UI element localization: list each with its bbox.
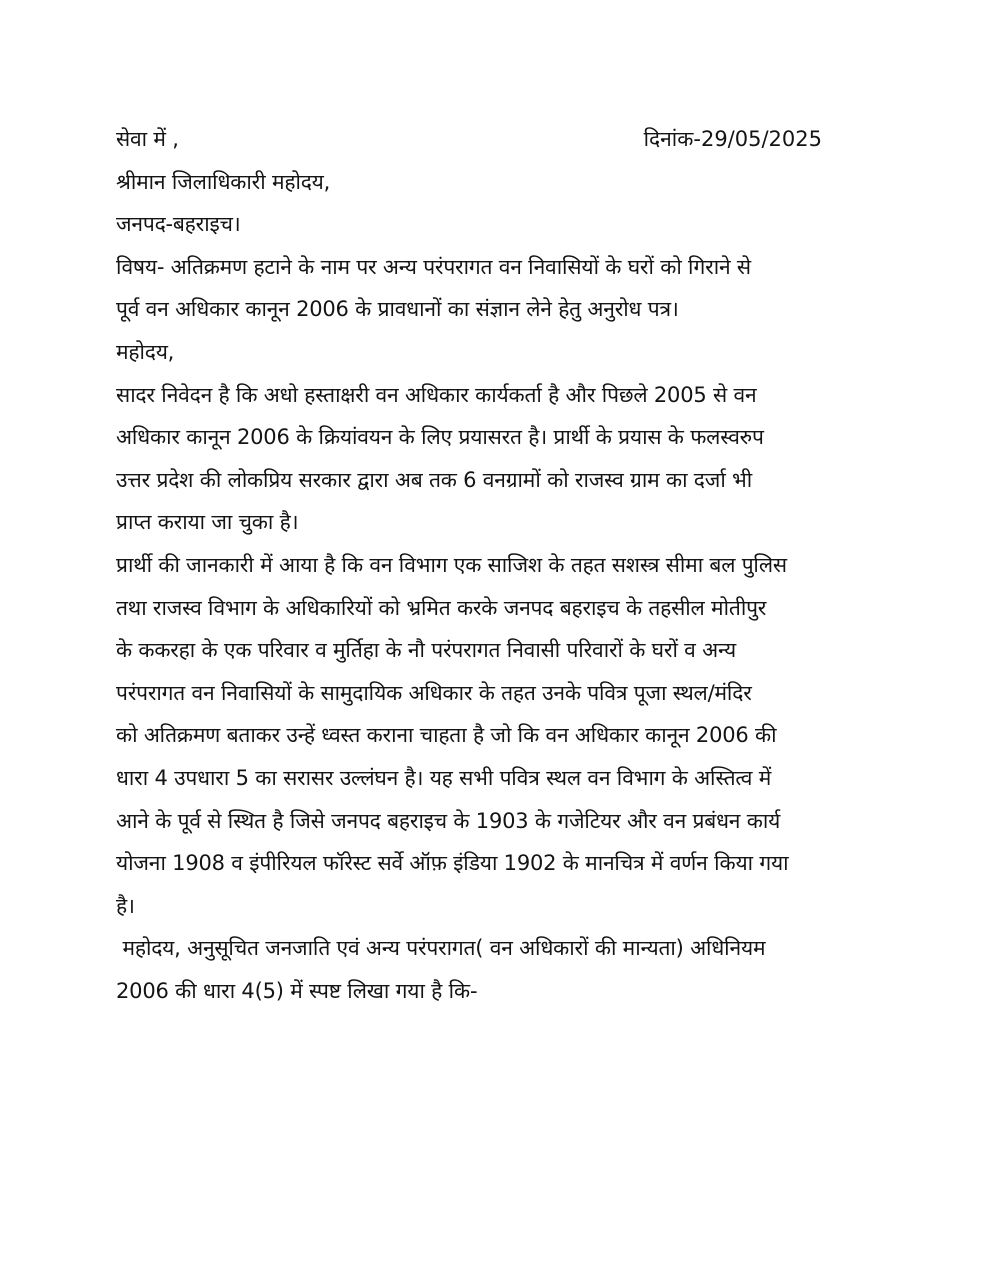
body-line: तथा राजस्व विभाग के अधिकारियों को भ्रमित करके जनपद बहराइच के तहसील मोतीपुर xyxy=(116,595,767,620)
body-line: प्रार्थी की जानकारी में आया है कि वन विभाग एक साजिश के तहत सशस्त्र सीमा बल पुलिस xyxy=(116,552,787,577)
subject xyxy=(116,246,876,331)
salutation-to: सेवा में , xyxy=(116,127,179,151)
body-line: है। xyxy=(116,893,135,918)
addressee-district: जनपद-बहराइच। xyxy=(116,212,241,237)
body-paragraph-1 xyxy=(116,374,876,544)
body-line: परंपरागत वन निवासियों के सामुदायिक अधिकार के तहत उनके पवित्र पूजा स्थल/मंदिर xyxy=(116,680,752,705)
body-line: प्राप्त कराया जा चुका है। xyxy=(116,510,299,535)
body-paragraph-3 xyxy=(116,927,876,1012)
body-line: उत्तर प्रदेश की लोकप्रिय सरकार द्वारा अब तक 6 वनग्रामों को राजस्व ग्राम का दर्जा भी xyxy=(116,467,753,492)
body-line: सादर निवेदन है कि अधो हस्ताक्षरी वन अधिकार कार्यकर्ता है और पिछले 2005 से वन xyxy=(116,382,757,407)
letter-page xyxy=(116,118,876,1012)
addressee-name: श्रीमान जिलाधिकारी महोदय, xyxy=(116,169,331,194)
body-line: अधिकार कानून 2006 के क्रियांवयन के लिए प्रयासरत है। प्रार्थी के प्रयास के फलस्वरुप xyxy=(116,425,764,450)
body-line: आने के पूर्व से स्थित है जिसे जनपद बहराइच के 1903 के गजेटियर और वन प्रबंधन कार्य xyxy=(116,808,781,833)
subject-line: विषय- अतिक्रमण हटाने के नाम पर अन्य परंपरागत वन निवासियों के घरों को गिराने से xyxy=(116,254,751,279)
body-line: 2006 की धारा 4(5) में स्पष्ट लिखा गया है कि- xyxy=(116,978,478,1003)
body-line: के ककरहा के एक परिवार व मुर्तिहा के नौ परंपरागत निवासी परिवारों के घरों व अन्य xyxy=(116,638,736,663)
letter-header xyxy=(116,118,822,161)
greeting: महोदय, xyxy=(116,339,175,364)
letter-date: दिनांक-29/05/2025 xyxy=(643,127,822,151)
body-line: को अतिक्रमण बताकर उन्हें ध्वस्त कराना चाहता है जो कि वन अधिकार कानून 2006 की xyxy=(116,723,777,748)
body-line: धारा 4 उपधारा 5 का सरासर उल्लंघन है। यह सभी पवित्र स्थल वन विभाग के अस्तित्व में xyxy=(116,765,772,790)
body-paragraph-2 xyxy=(116,544,876,927)
subject-line: पूर्व वन अधिकार कानून 2006 के प्रावधानों का संज्ञान लेने हेतु अनुरोध पत्र। xyxy=(116,297,679,322)
body-line: महोदय, अनुसूचित जनजाति एवं अन्य परंपरागत( वन अधिकारों की मान्यता) अधिनियम xyxy=(116,936,766,961)
body-line: योजना 1908 व इंपीरियल फॉरेस्ट सर्वे ऑफ़ इंडिया 1902 के मानचित्र में वर्णन किया गया xyxy=(116,851,789,876)
